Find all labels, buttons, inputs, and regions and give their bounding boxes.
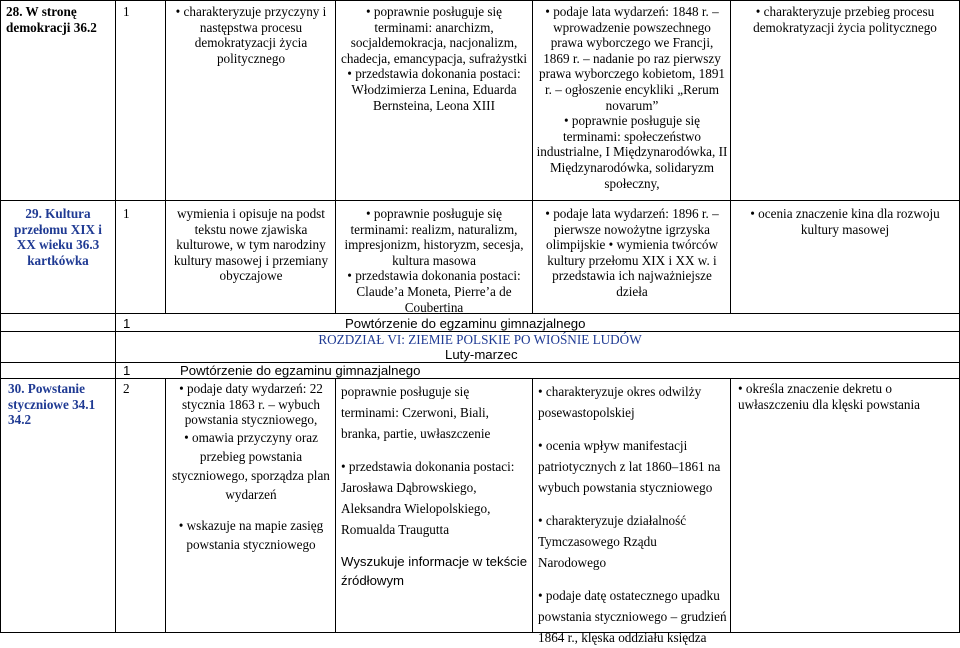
basic-requirements-cell: wymienia i opisuje na podst tekstu nowe zjawiska kulturowe, w tym narodziny kultury masowej i przemiany obyczajowe bbox=[173, 206, 329, 284]
col-divider bbox=[335, 378, 336, 633]
repeat-label: Powtórzenie do egzaminu gimnazjalnego bbox=[345, 316, 586, 331]
section-months: Luty-marzec bbox=[445, 347, 518, 362]
border-left bbox=[0, 0, 1, 633]
col-divider bbox=[532, 0, 533, 313]
topic-cell: 28. W stronę demokracji 36.2 bbox=[6, 4, 97, 35]
hours-cell: 1 bbox=[123, 363, 131, 378]
high-item: • podaje datę ostatecznego upadku powstania styczniowego – grudzień 1864 r., klęska oddziału księdza bbox=[538, 588, 727, 645]
extended-item: • przedstawia dokonania postaci: Włodzimierza Lenina, Eduarda Bernsteina, Leona XIII bbox=[347, 66, 521, 113]
repeat-label: Powtórzenie do egzaminu gimnazjalnego bbox=[180, 363, 421, 378]
row-divider bbox=[0, 200, 960, 201]
col-divider bbox=[115, 0, 116, 633]
basic-requirements-cell: • charakteryzuje przyczyny i następstwa procesu demokratyzacji życia politycznego bbox=[175, 4, 327, 66]
basic-requirements-cell bbox=[169, 381, 333, 554]
high-item: • podaje lata wydarzeń: 1848 r. – wprowadzenie powszechnego prawa wyborczego we Francji, 1869 r. – nadanie po raz pierwszy prawa wyborczego kobietom, 1891 r. – ogłoszenie encykliki „Rerum novarum” bbox=[538, 4, 726, 113]
extended-item: poprawnie posługuje się terminami: Czerwoni, Biali, branka, partie, uwłaszczenie bbox=[341, 384, 491, 441]
high-requirements-cell: • podaje lata wydarzeń: 1896 r. – pierwsze nowożytne igrzyska olimpijskie • wymienia twórców kultury przełomu XIX i XX w. i przedstawia ich najważniejsze dzieła bbox=[545, 206, 719, 299]
high-requirements-cell bbox=[536, 4, 728, 191]
topic-cell: 29. Kultura przełomu XIX i XX wieku 36.3 kartkówka bbox=[14, 206, 102, 268]
section-title: ROZDZIAŁ VI: ZIEMIE POLSKIE PO WIOŚNIE LUDÓW bbox=[318, 332, 642, 347]
extended-item: Wyszukuje informacje w tekście źródłowym bbox=[341, 554, 528, 588]
high-item: • charakteryzuje działalność Tymczasowego Rządu Narodowego bbox=[538, 513, 687, 570]
top-requirements-cell: • ocenia znaczenie kina dla rozwoju kultury masowej bbox=[750, 206, 940, 237]
high-item: • ocenia wpływ manifestacji patriotycznych z lat 1860–1861 na wybuch powstania styczniowego bbox=[538, 438, 721, 495]
high-requirements-cell bbox=[538, 381, 728, 648]
border-top bbox=[0, 0, 960, 1]
extended-item: • przedstawia dokonania postaci: Claude’a Moneta, Pierre’a de Coubertina bbox=[347, 268, 521, 315]
col-divider bbox=[165, 378, 166, 633]
extended-requirements-cell bbox=[339, 206, 529, 315]
hours-cell: 1 bbox=[123, 4, 130, 19]
top-requirements-cell: • określa znaczenie dekretu o uwłaszczeniu dla klęski powstania bbox=[738, 381, 921, 412]
extended-requirements-cell bbox=[341, 381, 529, 590]
col-divider bbox=[730, 0, 731, 313]
extended-item: • przedstawia dokonania postaci: Jarosława Dąbrowskiego, Aleksandra Wielopolskiego, Romualda Traugutta bbox=[341, 459, 515, 537]
basic-item: • omawia przyczyny oraz przebieg powstania styczniowego, sporządza plan wydarzeń bbox=[172, 429, 330, 502]
extended-requirements-cell bbox=[339, 4, 529, 113]
col-divider bbox=[165, 0, 166, 313]
topic-cell: 30. Powstanie styczniowe 34.1 34.2 bbox=[8, 381, 96, 428]
hours-cell: 1 bbox=[123, 316, 131, 331]
extended-item: • poprawnie posługuje się terminami: realizm, naturalizm, impresjonizm, historyzm, secesja, kultura masowa bbox=[344, 206, 524, 268]
col-divider bbox=[335, 0, 336, 313]
top-requirements-cell: • charakteryzuje przebieg procesu demokratyzacji życia politycznego bbox=[753, 4, 937, 35]
col-divider bbox=[532, 378, 533, 633]
hours-cell: 1 bbox=[123, 206, 130, 221]
high-item: • charakteryzuje okres odwilży posewastopolskiej bbox=[538, 384, 702, 420]
high-item: • poprawnie posługuje się terminami: społeczeństwo industrialne, I Międzynarodówka, II Międzynarodówka, solidaryzm społeczny, bbox=[536, 113, 728, 191]
basic-item: • wskazuje na mapie zasięg powstania styczniowego bbox=[178, 517, 324, 552]
extended-item: • poprawnie posługuje się terminami: anarchizm, socjaldemokracja, nacjonalizm, chadecja, emancypacja, sufrażystki bbox=[341, 4, 527, 66]
hours-cell: 2 bbox=[123, 381, 130, 396]
col-divider bbox=[730, 378, 731, 633]
basic-item: • podaje daty wydarzeń: 22 stycznia 1863 r. – wybuch powstania styczniowego, bbox=[179, 381, 323, 428]
